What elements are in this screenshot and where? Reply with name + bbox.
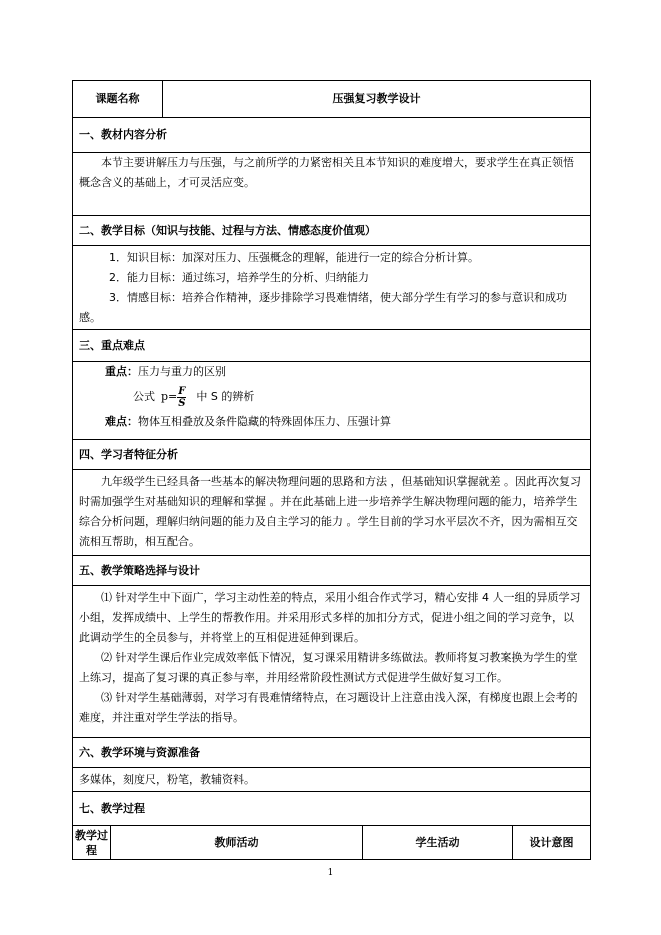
strategy-item-1: ⑴ 针对学生中下面广，学习主动性差的特点，采用小组合作式学习，精心安排 4 人一组的异质学习小组，发挥成绩中、上学生的帮教作用。并采用形式多样的加扣分方式，促进小组之间的学习竞争，以此调动学生的全员参与，并将堂上的互相促进延伸到课后。 <box>79 591 581 644</box>
key-point-text: 压力与重力的区别 <box>138 365 226 378</box>
section-4-heading: 四、学习者特征分析 <box>73 440 591 470</box>
section-5-heading: 五、教学策略选择与设计 <box>73 556 591 586</box>
section-2-heading: 二、教学目标（知识与技能、过程与方法、情感态度价值观） <box>73 216 591 246</box>
col-teacher-activity: 教师活动 <box>111 826 363 860</box>
topic-label: 课题名称 <box>73 81 163 118</box>
section-7-heading: 七、教学过程 <box>73 792 591 826</box>
formula-p: p= <box>161 390 178 403</box>
section-4-body-row <box>73 470 591 556</box>
col-process: 教学过程 <box>73 826 111 860</box>
section-3-body-row <box>73 362 591 440</box>
pressure-formula <box>161 382 186 412</box>
section-2-body-row <box>73 246 591 330</box>
formula-suffix: 中 S 的辨析 <box>196 390 255 403</box>
page-number: 1 <box>327 868 334 878</box>
difficulty-label: 难点： <box>105 415 138 428</box>
section-6-heading: 六、教学环境与资源准备 <box>73 738 591 768</box>
section-6-heading-row <box>73 738 591 768</box>
formula-numerator: F <box>178 385 186 397</box>
col-design-intent: 设计意图 <box>513 826 591 860</box>
section-1-heading: 一、教材内容分析 <box>73 118 591 153</box>
process-header-row <box>73 826 591 860</box>
title-row <box>73 81 591 118</box>
lesson-title: 压强复习教学设计 <box>163 81 591 118</box>
section-3-heading-row <box>73 330 591 362</box>
lesson-plan-table <box>72 80 591 860</box>
section-1-heading-row <box>73 118 591 153</box>
strategy-item-2: ⑵ 针对学生课后作业完成效率低下情况，复习课采用精讲多练做法。教师将复习教案换为学生的堂上练习，提高了复习课的真正参与率，并用经常阶段性测试方式促进学生做好复习工作。 <box>79 651 578 684</box>
key-point-label: 重点： <box>105 365 138 378</box>
section-6-text: 多媒体，刻度尺，粉笔，教辅资料。 <box>73 768 591 792</box>
section-5-heading-row <box>73 556 591 586</box>
formula-prefix: 公式 <box>133 390 155 403</box>
section-6-body-row <box>73 768 591 792</box>
difficulty-text: 物体互相叠放及条件隐藏的特殊固体压力、压强计算 <box>138 415 391 428</box>
objective-knowledge: 1．知识目标：加深对压力、压强概念的理解，能进行一定的综合分析计算。 <box>109 251 479 264</box>
strategy-item-3: ⑶ 针对学生基础薄弱，对学习有畏难情绪特点，在习题设计上注意由浅入深，有梯度也跟上会考的难度，并注重对学生学法的指导。 <box>79 691 578 724</box>
section-4-text: 九年级学生已经具备一些基本的解决物理问题的思路和方法 ，但基础知识掌握就差 。因此再次复习时需加强学生对基础知识的理解和掌握 。并在此基础上进一步培养学生解决物理问题的能力，培养学生综合分析问题，理解归纳问题的能力及自主学习的能力 。学生目前的学习水平层次不齐，因为需相互交流相互帮助，相互配合。 <box>79 475 581 548</box>
section-1-body-row <box>73 153 591 216</box>
section-1-text: 本节主要讲解压力与压强，与之前所学的力紧密相关且本节知识的难度增大，要求学生在真正领悟概念含义的基础上，才可灵活应变。 <box>79 156 574 189</box>
section-4-heading-row <box>73 440 591 470</box>
objective-ability: 2．能力目标：通过练习，培养学生的分析、归纳能力 <box>109 271 369 284</box>
col-student-activity: 学生活动 <box>363 826 513 860</box>
section-2-heading-row <box>73 216 591 246</box>
section-7-heading-row <box>73 792 591 826</box>
formula-denominator: S <box>178 397 186 409</box>
section-5-body-row <box>73 586 591 738</box>
section-3-heading: 三、重点难点 <box>73 330 591 362</box>
objective-emotion: 3．情感目标：培养合作精神，逐步排除学习畏难情绪，使大部分学生有学习的参与意识和成功感。 <box>79 291 567 324</box>
